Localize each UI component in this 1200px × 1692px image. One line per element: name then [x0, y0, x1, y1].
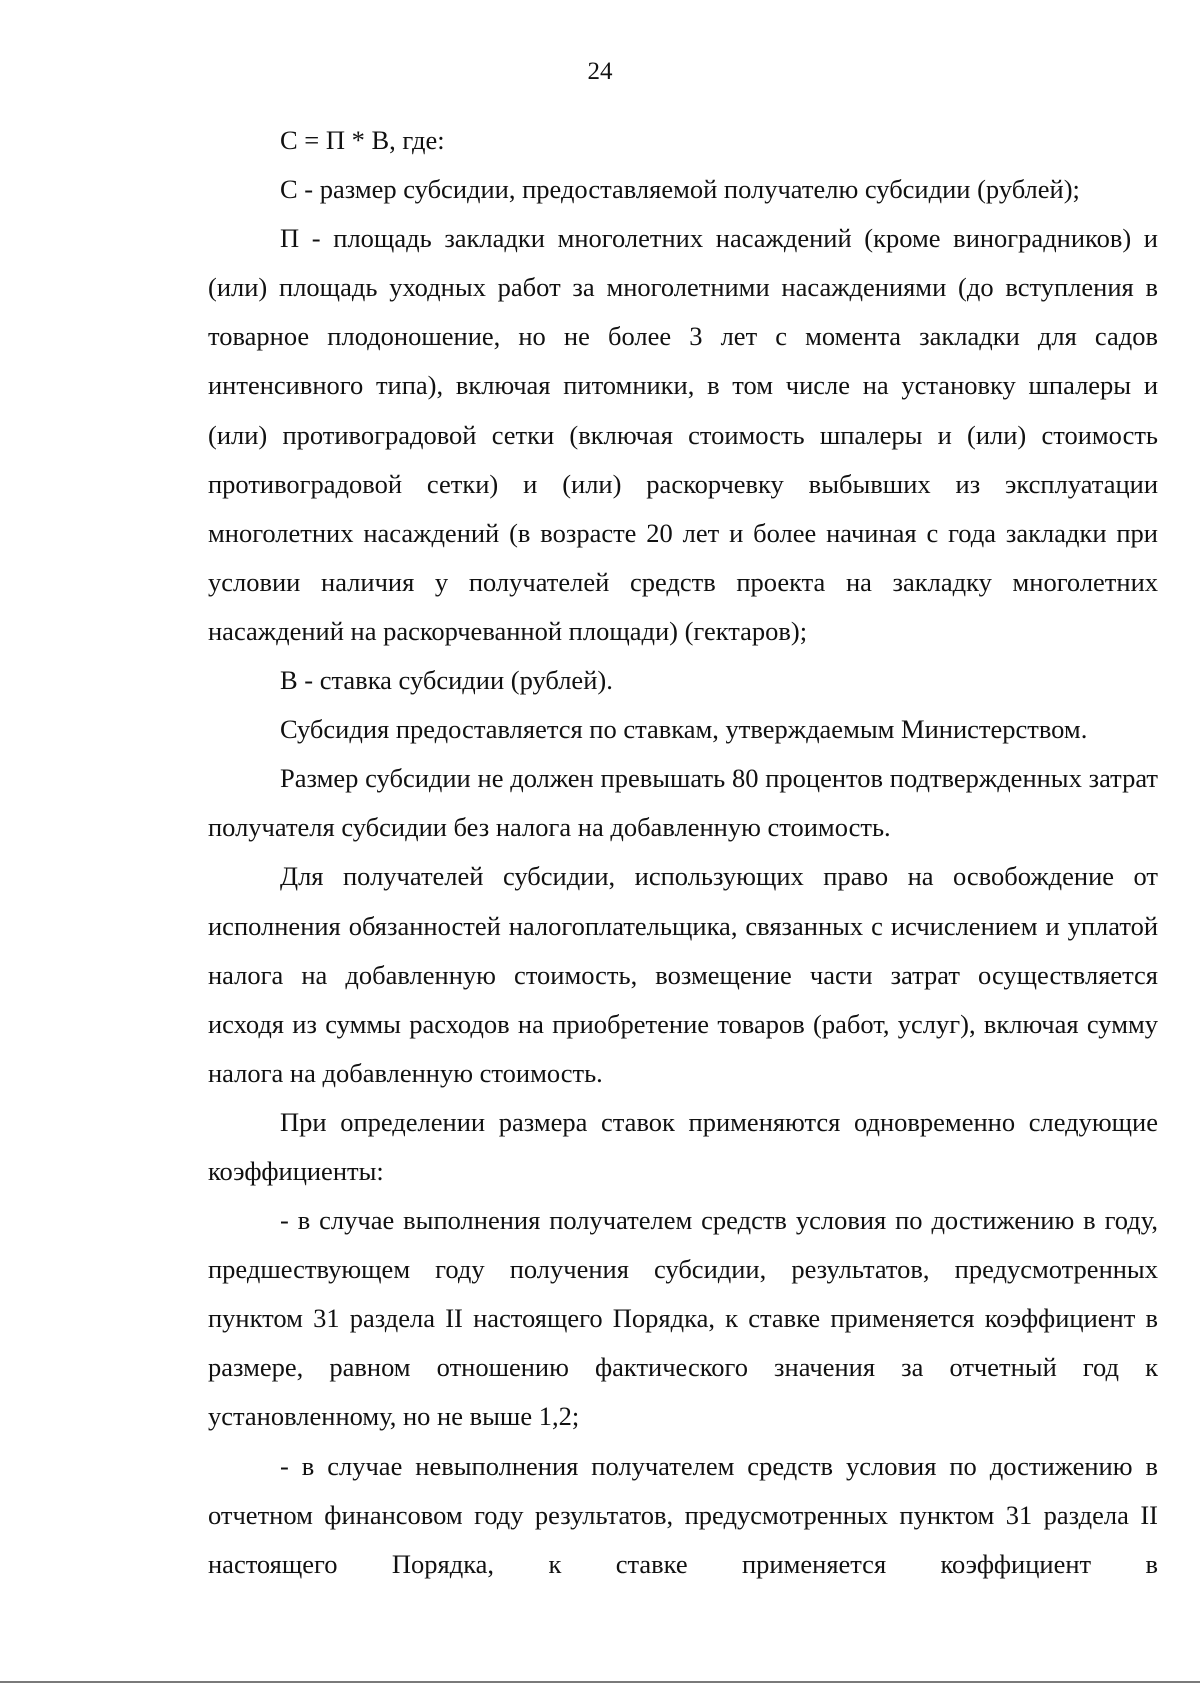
limit-paragraph: Размер субсидии не должен превышать 80 процентов подтвержденных затрат получателя субсидии без налога на добавленную стоимость. [208, 763, 1158, 843]
definition-p-paragraph: П - площадь закладки многолетних насаждений (кроме виноградников) и (или) площадь уходных работ за многолетними насаждениями (до вступления в товарное плодоношение, но не более 3 лет с момента закладки для садов интенсивного типа), включая питомники, в том числе на установку шпалеры и (или) противоградовой сетки (включая стоимость шпалеры и (или) стоимость противоградовой сетки) и (или) раскорчевку выбывших из эксплуатации многолетних насаждений (в возрасте 20 лет и более начиная с года закладки при условии наличия у получателей средств проекта на закладку многолетних насаждений на раскорчеванной площади) (гектаров); [208, 223, 1158, 646]
bottom-border-line [0, 1681, 1200, 1683]
coefficient-unfulfilled-paragraph: - в случае невыполнения получателем средств условия по достижению в отчетном финансовом году результатов, предусмотренных пунктом 31 раздела II настоящего Порядка, к ставке применяется коэффициент в [208, 1450, 1158, 1579]
page-number: 24 [587, 58, 613, 85]
document-body [208, 116, 1158, 1589]
coefficients-intro-paragraph: При определении размера ставок применяются одновременно следующие коэффициенты: [208, 1106, 1158, 1186]
formula-paragraph: С = П * В, где: [280, 125, 445, 155]
coefficient-fulfilled-paragraph: - в случае выполнения получателем средств условия по достижению в году, предшествующем году получения субсидии, результатов, предусмотренных пунктом 31 раздела II настоящего Порядка, к ставке применяется коэффициент в размере, равном отношению фактического значения за отчетный год к установленному, но не выше 1,2; [208, 1205, 1158, 1432]
vat-exemption-paragraph: Для получателей субсидии, использующих право на освобождение от исполнения обязанностей налогоплательщика, связанных с исчислением и уплатой налога на добавленную стоимость, возмещение части затрат осуществляется исходя из суммы расходов на приобретение товаров (работ, услуг), включая сумму налога на добавленную стоимость. [208, 861, 1158, 1088]
definition-v-paragraph: В - ставка субсидии (рублей). [280, 665, 613, 696]
definition-s-paragraph: С - размер субсидии, предоставляемой получателю субсидии (рублей); [280, 174, 1080, 205]
rates-paragraph: Субсидия предоставляется по ставкам, утверждаемым Министерством. [280, 714, 1088, 745]
